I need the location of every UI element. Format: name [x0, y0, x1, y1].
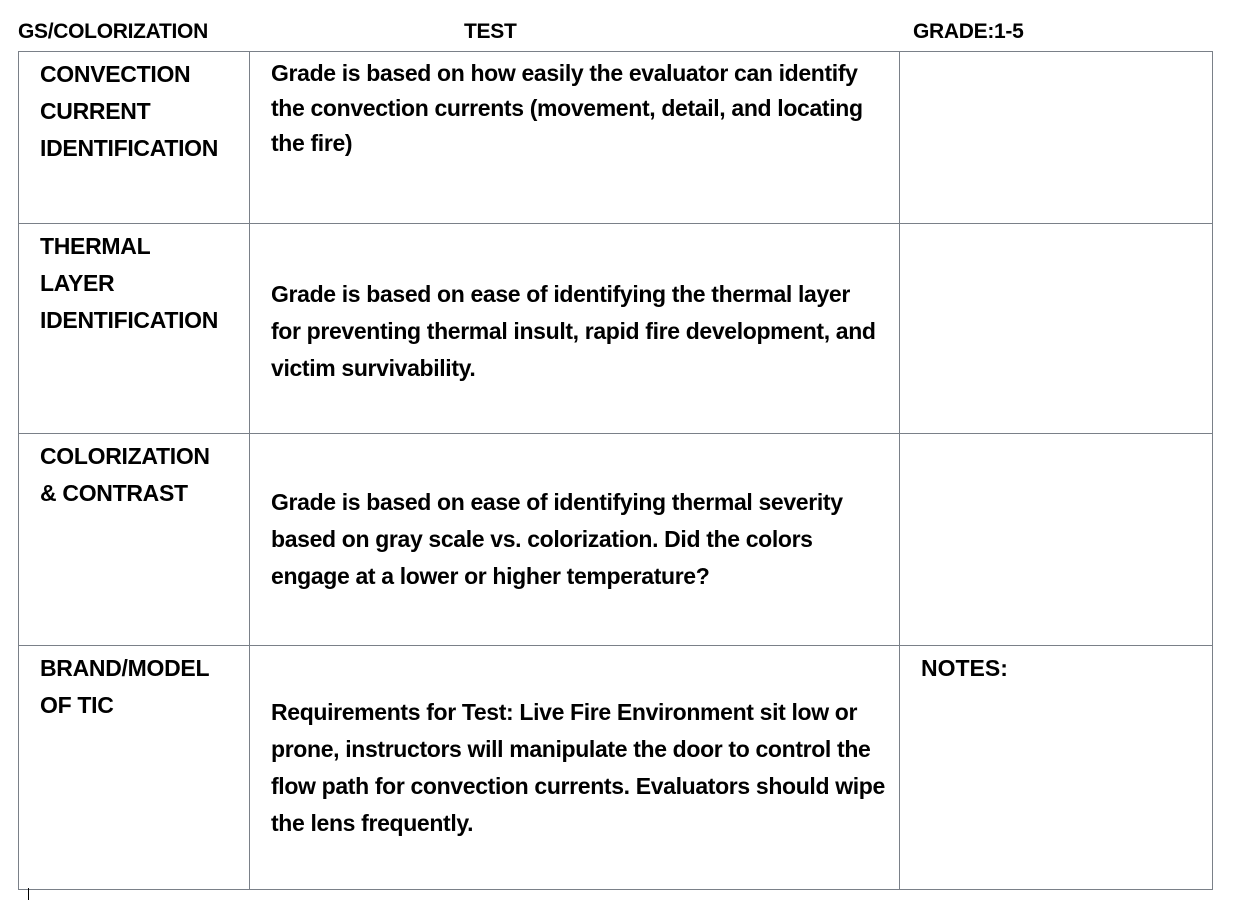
- criterion-cell: [19, 434, 250, 646]
- table-row: [19, 224, 1213, 434]
- criterion-label: COLORIZATION & CONTRAST: [40, 443, 210, 506]
- criterion-cell: [19, 52, 250, 224]
- notes-cell[interactable]: [900, 646, 1213, 890]
- grade-cell[interactable]: [900, 434, 1213, 646]
- grade-cell[interactable]: [900, 224, 1213, 434]
- text-cursor: [28, 888, 29, 900]
- criterion-cell: [19, 646, 250, 890]
- criterion-description: Grade is based on ease of identifying the thermal layer for preventing thermal insult, rapid fire development, and victim survivability.: [271, 281, 876, 381]
- table-row: [19, 52, 1213, 224]
- criterion-description: Grade is based on how easily the evaluator can identify the convection currents (movement, detail, and locating the fire): [271, 60, 863, 156]
- grade-cell[interactable]: [900, 52, 1213, 224]
- notes-label: NOTES:: [921, 655, 1008, 681]
- description-cell: [250, 646, 900, 890]
- description-cell: [250, 434, 900, 646]
- description-cell: [250, 52, 900, 224]
- criterion-label: CONVECTION CURRENT IDENTIFICATION: [40, 61, 219, 161]
- column-header-grade: GRADE:1-5: [913, 20, 1024, 43]
- table-row: [19, 646, 1213, 890]
- column-header-test: TEST: [464, 20, 517, 43]
- table-row: [19, 434, 1213, 646]
- test-requirements: Requirements for Test: Live Fire Environment sit low or prone, instructors will manipulate the door to control the flow path for convection currents. Evaluators should wipe the lens frequently.: [271, 699, 885, 836]
- description-cell: [250, 224, 900, 434]
- criterion-cell: [19, 224, 250, 434]
- criterion-label: BRAND/MODEL OF TIC: [40, 655, 209, 718]
- criterion-label: THERMAL LAYER IDENTIFICATION: [40, 233, 219, 333]
- evaluation-table: [18, 51, 1213, 890]
- criterion-description: Grade is based on ease of identifying thermal severity based on gray scale vs. colorization. Did the colors engage at a lower or higher temperature?: [271, 489, 843, 589]
- column-header-gs-colorization: GS/COLORIZATION: [18, 20, 208, 43]
